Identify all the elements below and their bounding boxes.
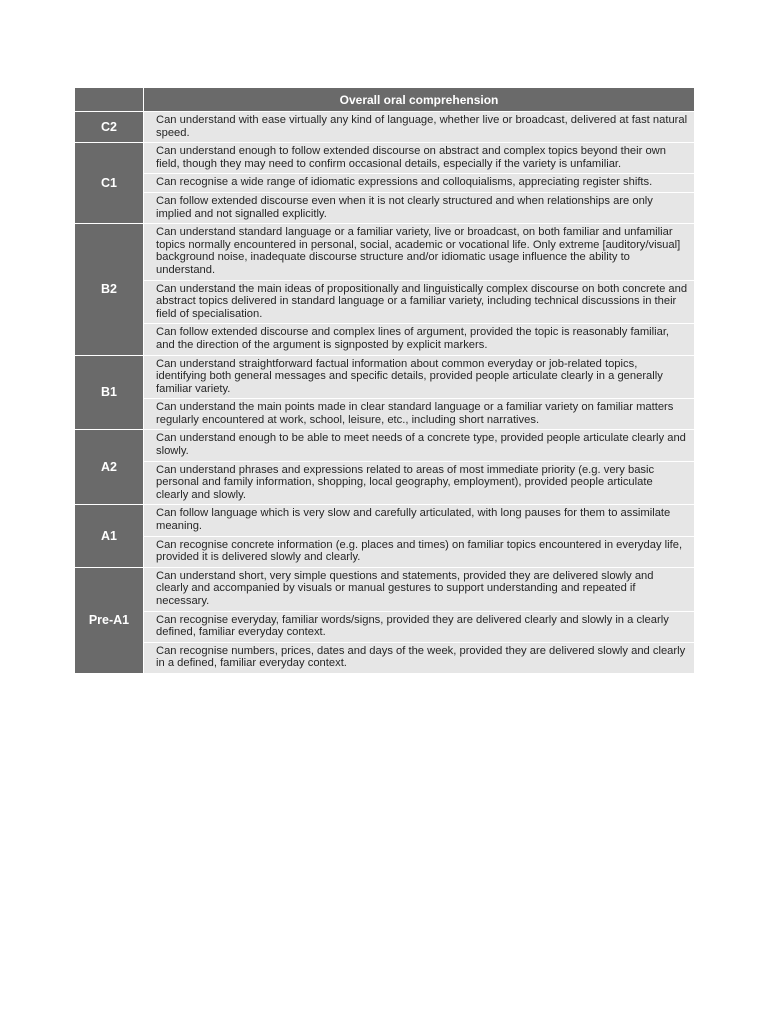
descriptor-cell: Can recognise concrete information (e.g. places and times) on familiar topics encountered in everyday life, provided it is delivered slowly and clearly.	[144, 537, 694, 567]
descriptor-list	[144, 143, 694, 223]
table-header-row	[75, 88, 694, 112]
descriptor-cell: Can understand straightforward factual information about common everyday or job-related topics, identifying both general messages and specific details, provided people articulate clearly in a generally familiar variety.	[144, 356, 694, 400]
descriptor-cell: Can understand standard language or a familiar variety, live or broadcast, on both familiar and unfamiliar topics normally encountered in personal, social, academic or vocational life. Only extreme [auditory/visual] background noise, inadequate discourse structure and/or idiomatic usage influence the ability to understand.	[144, 224, 694, 280]
table-row-pre-a1	[75, 568, 694, 674]
level-label: B2	[75, 224, 144, 354]
level-label: C1	[75, 143, 144, 223]
descriptor-list	[144, 224, 694, 354]
descriptor-cell: Can follow extended discourse even when it is not clearly structured and when relationships are only implied and not signalled explicitly.	[144, 193, 694, 223]
descriptor-cell: Can follow language which is very slow and carefully articulated, with long pauses for them to assimilate meaning.	[144, 505, 694, 536]
table-row-c1	[75, 143, 694, 224]
descriptor-cell: Can follow extended discourse and complex lines of argument, provided the topic is reasonably familiar, and the direction of the argument is signposted by explicit markers.	[144, 324, 694, 354]
table-row-c2	[75, 112, 694, 143]
descriptor-list	[144, 112, 694, 142]
table-header-title: Overall oral comprehension	[144, 88, 694, 111]
table-header-corner	[75, 88, 144, 111]
descriptor-cell: Can understand with ease virtually any kind of language, whether live or broadcast, delivered at fast natural speed.	[144, 112, 694, 142]
level-label: C2	[75, 112, 144, 142]
descriptor-list	[144, 430, 694, 504]
descriptor-cell: Can understand enough to be able to meet needs of a concrete type, provided people articulate clearly and slowly.	[144, 430, 694, 461]
descriptor-cell: Can recognise numbers, prices, dates and days of the week, provided they are delivered slowly and clearly in a defined, familiar everyday context.	[144, 643, 694, 673]
descriptor-list	[144, 505, 694, 566]
descriptor-list	[144, 568, 694, 673]
descriptor-cell: Can recognise everyday, familiar words/signs, provided they are delivered clearly and slowly in a clearly defined, familiar everyday context.	[144, 612, 694, 643]
table-row-a2	[75, 430, 694, 505]
descriptor-cell: Can understand short, very simple questions and statements, provided they are delivered slowly and clearly and accompanied by visuals or manual gestures to support understanding and repeated if necessary.	[144, 568, 694, 612]
oral-comprehension-table	[75, 88, 694, 674]
descriptor-list	[144, 356, 694, 430]
table-row-a1	[75, 505, 694, 567]
level-label: A1	[75, 505, 144, 566]
descriptor-cell: Can understand enough to follow extended discourse on abstract and complex topics beyond their own field, though they may need to confirm occasional details, especially if the variety is unfamiliar.	[144, 143, 694, 174]
descriptor-cell: Can understand phrases and expressions related to areas of most immediate priority (e.g. very basic personal and family information, shopping, local geography, employment), provided people articulate clearly and slowly.	[144, 462, 694, 505]
table-row-b2	[75, 224, 694, 355]
level-label: B1	[75, 356, 144, 430]
descriptor-cell: Can understand the main ideas of propositionally and linguistically complex discourse on both concrete and abstract topics delivered in standard language or a familiar variety, including technical discussions in their field of specialisation.	[144, 281, 694, 325]
level-label: A2	[75, 430, 144, 504]
table-row-b1	[75, 356, 694, 431]
level-label: Pre-A1	[75, 568, 144, 673]
descriptor-cell: Can understand the main points made in clear standard language or a familiar variety on familiar matters regularly encountered at work, school, leisure, etc., including short narratives.	[144, 399, 694, 429]
descriptor-cell: Can recognise a wide range of idiomatic expressions and colloquialisms, appreciating register shifts.	[144, 174, 694, 193]
